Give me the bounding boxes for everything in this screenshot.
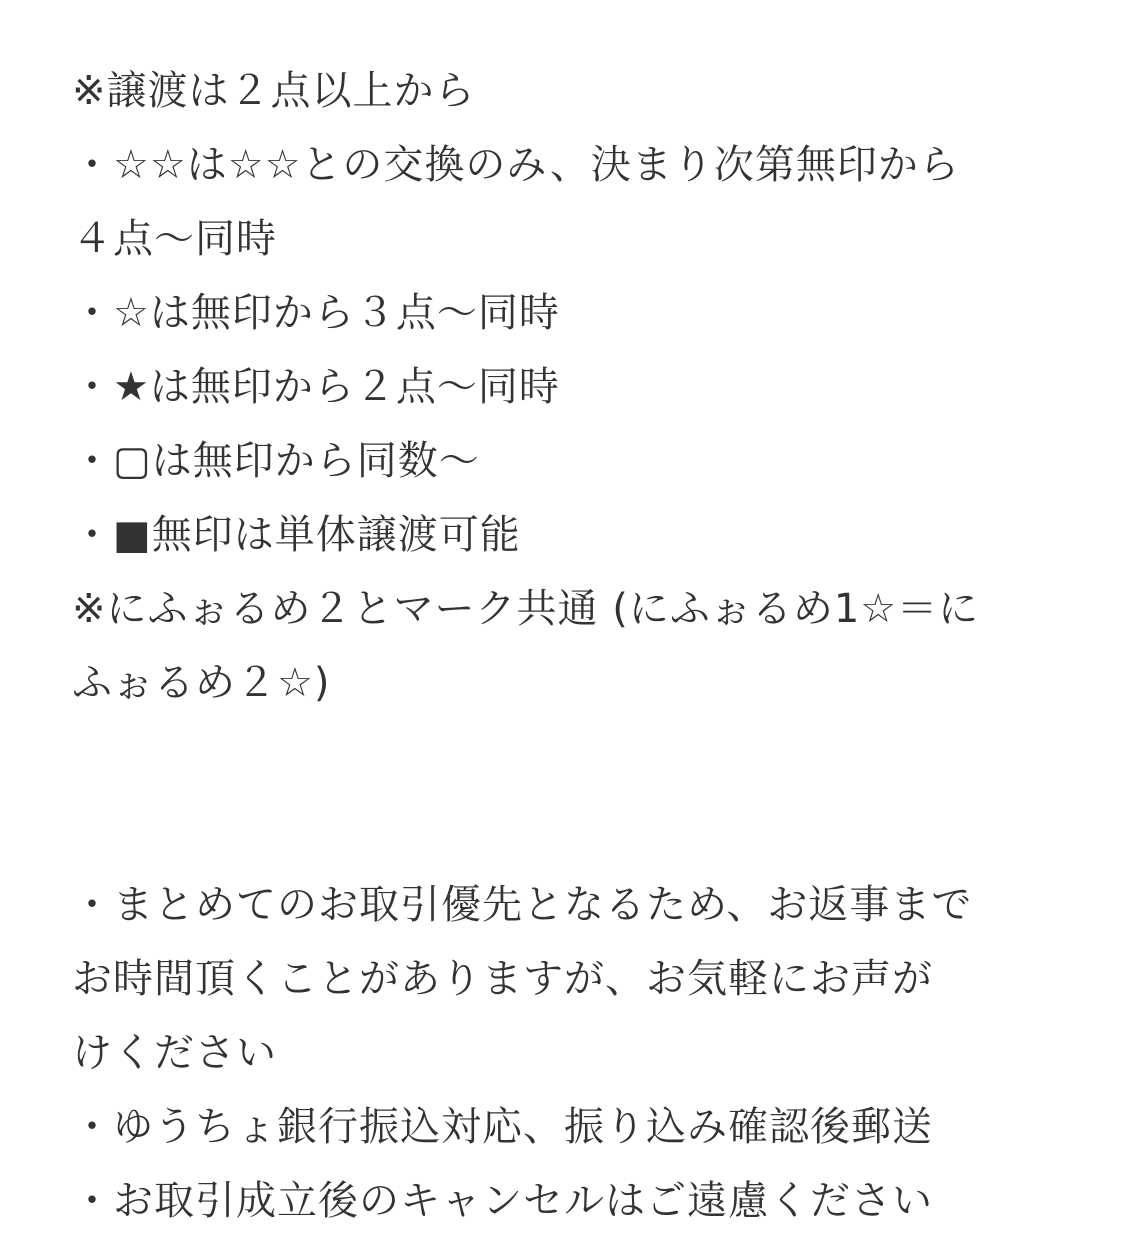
note-line: ・☆は無印から３点〜同時: [72, 290, 560, 336]
note-line: ・ゆうちょ銀行振込対応、振り込み確認後郵送: [72, 1104, 933, 1150]
note-line: ・お取引成立後のキャンセルはご遠慮ください: [72, 1178, 933, 1224]
note-text: [72, 54, 1102, 1238]
note-line: ふぉるめ２☆): [72, 660, 331, 706]
note-line: ※にふぉるめ２とマーク共通 (にふぉるめ1☆＝に: [72, 586, 980, 632]
note-line: ４点〜同時: [72, 216, 277, 262]
note-line: ※譲渡は２点以上から: [72, 68, 476, 114]
note-line: ・まとめてのお取引優先となるため、お返事まで: [72, 882, 973, 928]
note-line: お時間頂くことがありますが、お気軽にお声が: [72, 956, 933, 1002]
note-line: ・☆☆は☆☆との交換のみ、決まり次第無印から: [72, 142, 960, 188]
blank-spacer: [72, 720, 1102, 868]
note-line: ・■無印は単体譲渡可能: [72, 512, 521, 558]
note-line: けください: [72, 1030, 277, 1076]
note-line: ・★は無印から２点〜同時: [72, 364, 560, 410]
note-line: ・▢は無印から同数〜: [72, 438, 480, 484]
